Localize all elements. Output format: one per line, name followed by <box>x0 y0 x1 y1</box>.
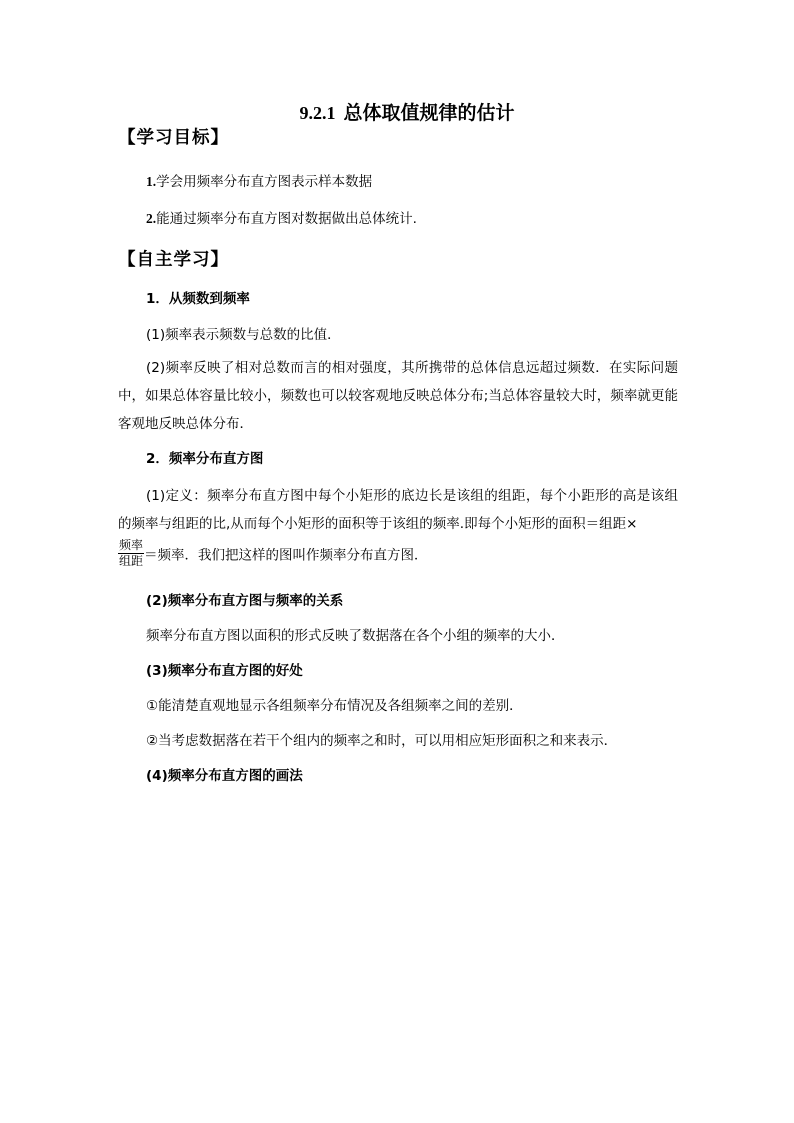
section-2-p3-item-2: ②当考虑数据落在若干个组内的频率之和时，可以用相应矩形面积之和来表示． <box>146 733 618 749</box>
goals-heading: 【学习目标】 <box>118 128 229 148</box>
title-text: 总体取值规律的估计 <box>343 102 515 124</box>
fraction-denominator: 组距 <box>119 554 144 568</box>
goal-text: 能通过频率分布直方图对数据做出总体统计. <box>156 211 417 227</box>
goal-number: 2. <box>146 211 157 226</box>
fraction <box>118 538 144 569</box>
section-1-title: 1．从频数到频率 <box>146 291 250 307</box>
page-title <box>0 98 794 125</box>
section-2-p3-title: (3)频率分布直方图的好处 <box>146 663 303 679</box>
fraction-rest-text: ＝频率．我们把这样的图叫作频率分布直方图． <box>144 547 428 564</box>
goal-item-2 <box>146 210 417 228</box>
goal-number: 1. <box>146 174 157 189</box>
fraction-line <box>118 538 428 574</box>
section-2-definition: (1)定义：频率分布直方图中每个小矩形的底边长是该组的组距，每个小距形的高是该组的频率与组距的比,从而每个小矩形的面积等于该组的频率.即每个小矩形的面积＝组距× <box>118 488 678 532</box>
goal-item-1 <box>146 173 372 191</box>
section-1-para-1: (1)频率表示频数与总数的比值． <box>146 327 341 343</box>
goal-text: 学会用频率分布直方图表示样本数据 <box>156 174 373 190</box>
section-2-title: 2．频率分布直方图 <box>146 451 264 467</box>
section-1-para-2: (2)频率反映了相对总数而言的相对强度，其所携带的总体信息远超过频数．在实际问题中，如果总体容量比较小，频数也可以较客观地反映总体分布;当总体容量较大时，频率就更能客观地反映总体分布． <box>118 360 678 432</box>
self-study-heading: 【自主学习】 <box>118 250 229 270</box>
fraction-numerator: 频率 <box>119 538 144 552</box>
section-2-p3-item-1: ①能清楚直观地显示各组频率分布情况及各组频率之间的差别． <box>146 698 523 714</box>
section-2-p4-title: (4)频率分布直方图的画法 <box>146 768 303 784</box>
title-number: 9.2.1 <box>299 103 336 123</box>
section-2-p2-text: 频率分布直方图以面积的形式反映了数据落在各个小组的频率的大小． <box>146 628 565 644</box>
section-2-p2-title: (2)频率分布直方图与频率的关系 <box>146 593 344 609</box>
